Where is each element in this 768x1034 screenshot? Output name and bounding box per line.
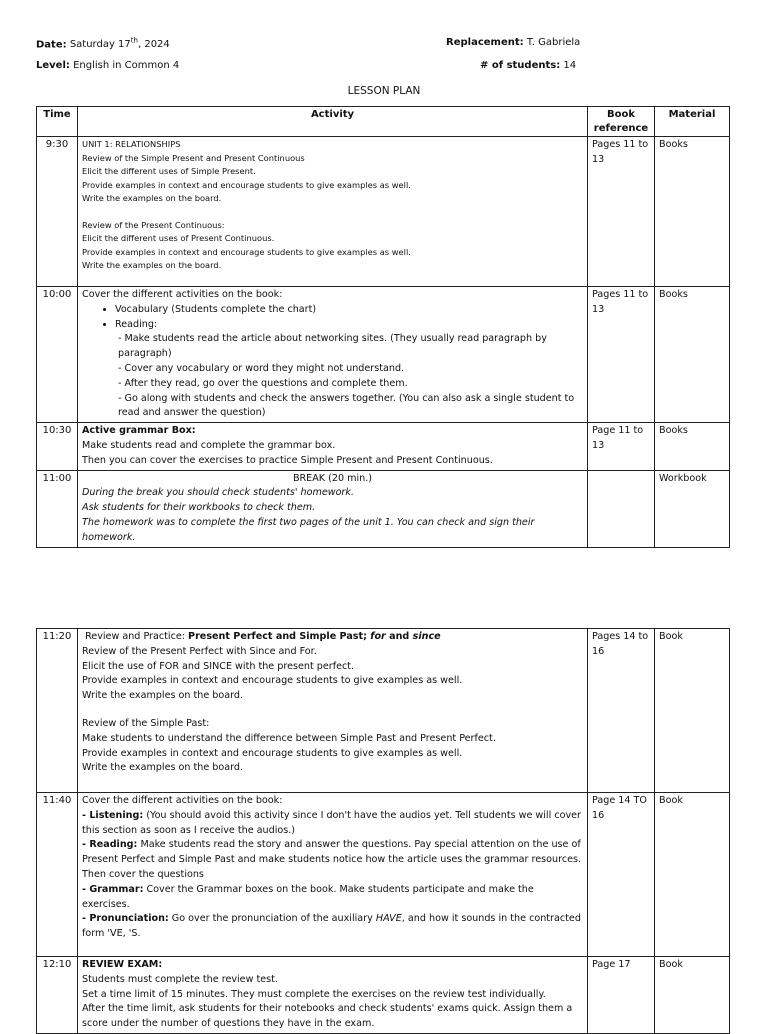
col-header-activity: Activity <box>78 107 588 137</box>
activity-line: Students must complete the review test. <box>82 973 278 985</box>
activity-line: - After they read, go over the questions and complete them. <box>118 377 408 389</box>
activity-line: Elicit the different uses of Simple Present. <box>82 166 256 176</box>
date-line <box>36 37 170 50</box>
row-activity <box>78 423 588 470</box>
activity-line: Elicit the different uses of Present Continuous. <box>82 233 275 243</box>
activity-line: Make students read and complete the grammar box. <box>82 439 336 451</box>
table-row <box>37 287 730 423</box>
lesson-table-2 <box>36 628 730 1034</box>
students-value: 14 <box>563 60 577 71</box>
row-time: 11:40 <box>37 793 78 957</box>
page-title: LESSON PLAN <box>347 85 421 97</box>
table-row <box>37 423 730 470</box>
activity-bullets <box>82 303 583 333</box>
activity-item: - Grammar: Cover the Grammar boxes on the book. Make students participate and make the exercises. <box>82 883 534 910</box>
table-row <box>37 470 730 547</box>
col-header-time: Time <box>37 107 78 137</box>
row-activity <box>78 137 588 287</box>
activity-line: After the time limit, ask students for their notebooks and check students' exams quick. Assign them a score under the number of questions they have in the exam. <box>82 1003 573 1030</box>
activity-line: Then you can cover the exercises to practice Simple Present and Present Continuous. <box>82 454 493 466</box>
table-row <box>37 137 730 287</box>
activity-line: Set a time limit of 15 minutes. They must complete the exercises on the review test individually. <box>82 988 546 1000</box>
col-header-material: Material <box>655 107 730 137</box>
activity-line: - Cover any vocabulary or word they might not understand. <box>118 362 405 374</box>
row-time: 11:00 <box>37 470 78 547</box>
level-line <box>36 60 179 71</box>
row-material: Workbook <box>655 470 730 547</box>
activity-line: Review of the Simple Present and Present Continuous <box>82 152 305 163</box>
activity-line: Provide examples in context and encourage students to give examples as well. <box>82 747 463 759</box>
row-activity <box>78 957 588 1034</box>
replacement-value: T. Gabriela <box>526 37 581 48</box>
replacement-line <box>446 37 580 48</box>
activity-line: During the break you should check students' homework. <box>82 487 354 499</box>
activity-heading: BREAK (20 min.) <box>292 472 373 484</box>
activity-heading: Review and Practice: Present Perfect and Simple Past; for and since <box>85 631 441 642</box>
students-line <box>480 60 576 71</box>
activity-item: - Listening: (You should avoid this activity since I don't have the audios yet. Tell students we will cover this section as soon as I receive the audios.) <box>82 809 581 836</box>
row-time: 11:20 <box>37 629 78 793</box>
activity-item: - Reading: Make students read the story and answer the questions. Pay special attention on the use of Present Perfect and Simple Past and make students notice how the article uses the grammar resources. Then cover the questions <box>82 839 582 880</box>
activity-line: Provide examples in context and encourage students to give examples as well. <box>82 675 463 687</box>
students-label: # of students: <box>480 60 561 71</box>
activity-line: Cover the different activities on the book: <box>82 795 283 806</box>
row-book-reference: Page 17 <box>588 957 655 1034</box>
date-label: Date: <box>36 39 67 51</box>
date-value: Saturday 17th, 2024 <box>69 37 170 51</box>
replacement-label: Replacement: <box>446 37 524 48</box>
activity-line: Write the examples on the board. <box>82 193 222 203</box>
row-book-reference <box>588 470 655 547</box>
row-time: 12:10 <box>37 957 78 1034</box>
row-material: Book <box>655 629 730 793</box>
activity-line: Write the examples on the board. <box>82 762 244 774</box>
level-value: English in Common 4 <box>73 60 180 71</box>
activity-item: - Pronunciation: Go over the pronunciation of the auxiliary HAVE, and how it sounds in the contracted form 'VE, 'S. <box>82 913 581 940</box>
table-row <box>37 957 730 1034</box>
table-row <box>37 793 730 957</box>
row-activity <box>78 793 588 957</box>
row-time: 10:30 <box>37 423 78 470</box>
row-material: Books <box>655 423 730 470</box>
col-header-book: Book reference <box>588 107 655 137</box>
row-book-reference: Page 11 to 13 <box>588 423 655 470</box>
activity-line: - Go along with students and check the answers together. (You can also ask a single student to read and answer the question) <box>118 392 575 419</box>
row-book-reference: Pages 14 to 16 <box>588 629 655 793</box>
row-material: Books <box>655 287 730 423</box>
row-material: Books <box>655 137 730 287</box>
row-time: 10:00 <box>37 287 78 423</box>
row-material: Book <box>655 793 730 957</box>
activity-heading: REVIEW EXAM: <box>82 959 163 970</box>
row-material: Book <box>655 957 730 1034</box>
activity-line: Provide examples in context and encourage students to give examples as well. <box>82 179 411 190</box>
row-book-reference: Pages 11 to 13 <box>588 287 655 423</box>
activity-line: Write the examples on the board. <box>82 690 244 702</box>
activity-line: UNIT 1: RELATIONSHIPS <box>82 139 181 149</box>
activity-line: Write the examples on the board. <box>82 260 222 270</box>
row-activity <box>78 470 588 547</box>
activity-heading: Active grammar Box: <box>82 425 196 437</box>
level-label: Level: <box>36 60 70 71</box>
row-activity <box>78 629 588 793</box>
activity-line: - Make students read the article about networking sites. (They usually read paragraph by paragraph) <box>118 333 547 360</box>
activity-line: Review of the Present Continuous: <box>82 219 225 230</box>
activity-line: Review of the Present Perfect with Since and For. <box>82 645 317 657</box>
bullet-item: • Vocabulary (Students complete the chart) <box>115 303 583 318</box>
activity-line: Ask students for their workbooks to check them. <box>82 502 316 514</box>
row-time: 9:30 <box>37 137 78 287</box>
table-row <box>37 629 730 793</box>
activity-line: Review of the Simple Past: <box>82 717 210 729</box>
activity-line: Provide examples in context and encourage students to give examples as well. <box>82 246 411 257</box>
row-activity <box>78 287 588 423</box>
lesson-table-1 <box>36 106 730 548</box>
bullet-item: • Reading: <box>115 318 583 333</box>
row-book-reference: Page 14 TO 16 <box>588 793 655 957</box>
activity-line: Cover the different activities on the book: <box>82 289 283 300</box>
activity-line: Elicit the use of FOR and SINCE with the present perfect. <box>82 660 355 672</box>
table-header-row <box>37 107 730 137</box>
row-book-reference: Pages 11 to 13 <box>588 137 655 287</box>
activity-line: Make students to understand the difference between Simple Past and Present Perfect. <box>82 732 496 744</box>
activity-line: The homework was to complete the first two pages of the unit 1. You can check and sign their homework. <box>82 516 535 543</box>
